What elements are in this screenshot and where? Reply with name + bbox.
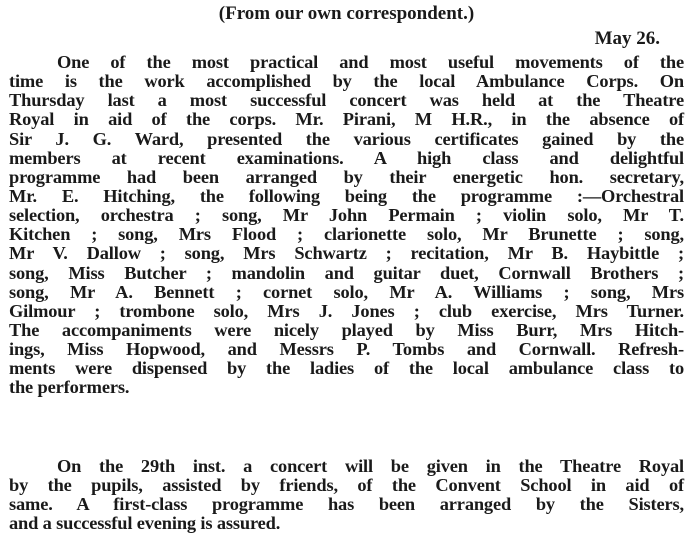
text-line: Royal in aid of the corps. Mr. Pirani, M H.R., in the absence of — [9, 109, 684, 130]
text-line: Gilmour ; trombone solo, Mrs J. Jones ; club exercise, Mrs Turner. — [9, 300, 684, 321]
text-line: time is the work accomplished by the local Ambulance Corps. On — [9, 71, 684, 92]
text-line: Kitchen ; song, Mrs Flood ; clarionette solo, Mr Brunette ; song, — [9, 224, 684, 245]
text-line: Sir J. G. Ward, presented the various certificates gained by the — [9, 128, 684, 149]
text-line: ments were dispensed by the ladies of the local ambulance class to — [9, 358, 684, 379]
correspondent-heading: (From our own correspondent.) — [218, 3, 475, 24]
article-date: May 26. — [594, 28, 660, 49]
paragraph-1 — [9, 53, 684, 398]
text-line: selection, orchestra ; song, Mr John Permain ; violin solo, Mr T. — [9, 205, 684, 226]
text-line: same. A first-class programme has been arranged by the Sisters, — [9, 494, 684, 515]
text-line: song, Miss Butcher ; mandolin and guitar duet, Cornwall Brothers ; — [9, 262, 684, 283]
text-line: members at recent examinations. A high class and delightful — [9, 147, 684, 168]
text-line: song, Mr A. Bennett ; cornet solo, Mr A. Williams ; song, Mrs — [9, 281, 684, 302]
paragraph-2 — [9, 457, 684, 534]
text-line: Mr V. Dallow ; song, Mrs Schwartz ; recitation, Mr B. Haybittle ; — [9, 243, 684, 264]
text-line: The accompaniments were nicely played by Miss Burr, Mrs Hitch- — [9, 319, 684, 340]
text-line: by the pupils, assisted by friends, of the Convent School in aid of — [9, 475, 684, 496]
text-line: and a successful evening is assured. — [9, 513, 281, 534]
text-line: Mr. E. Hitching, the following being the programme :—Orchestral — [9, 185, 684, 206]
text-line: Thursday last a most successful concert was held at the Theatre — [9, 90, 684, 111]
text-line: ings, Miss Hopwood, and Messrs P. Tombs and Cornwall. Refresh- — [9, 339, 684, 360]
text-line: One of the most practical and most useful movements of the — [57, 52, 684, 72]
text-line: programme had been arranged by their energetic hon. secretary, — [9, 166, 684, 187]
text-line: the performers. — [9, 377, 130, 398]
text-line: On the 29th inst. a concert will be given in the Theatre Royal — [57, 456, 684, 476]
